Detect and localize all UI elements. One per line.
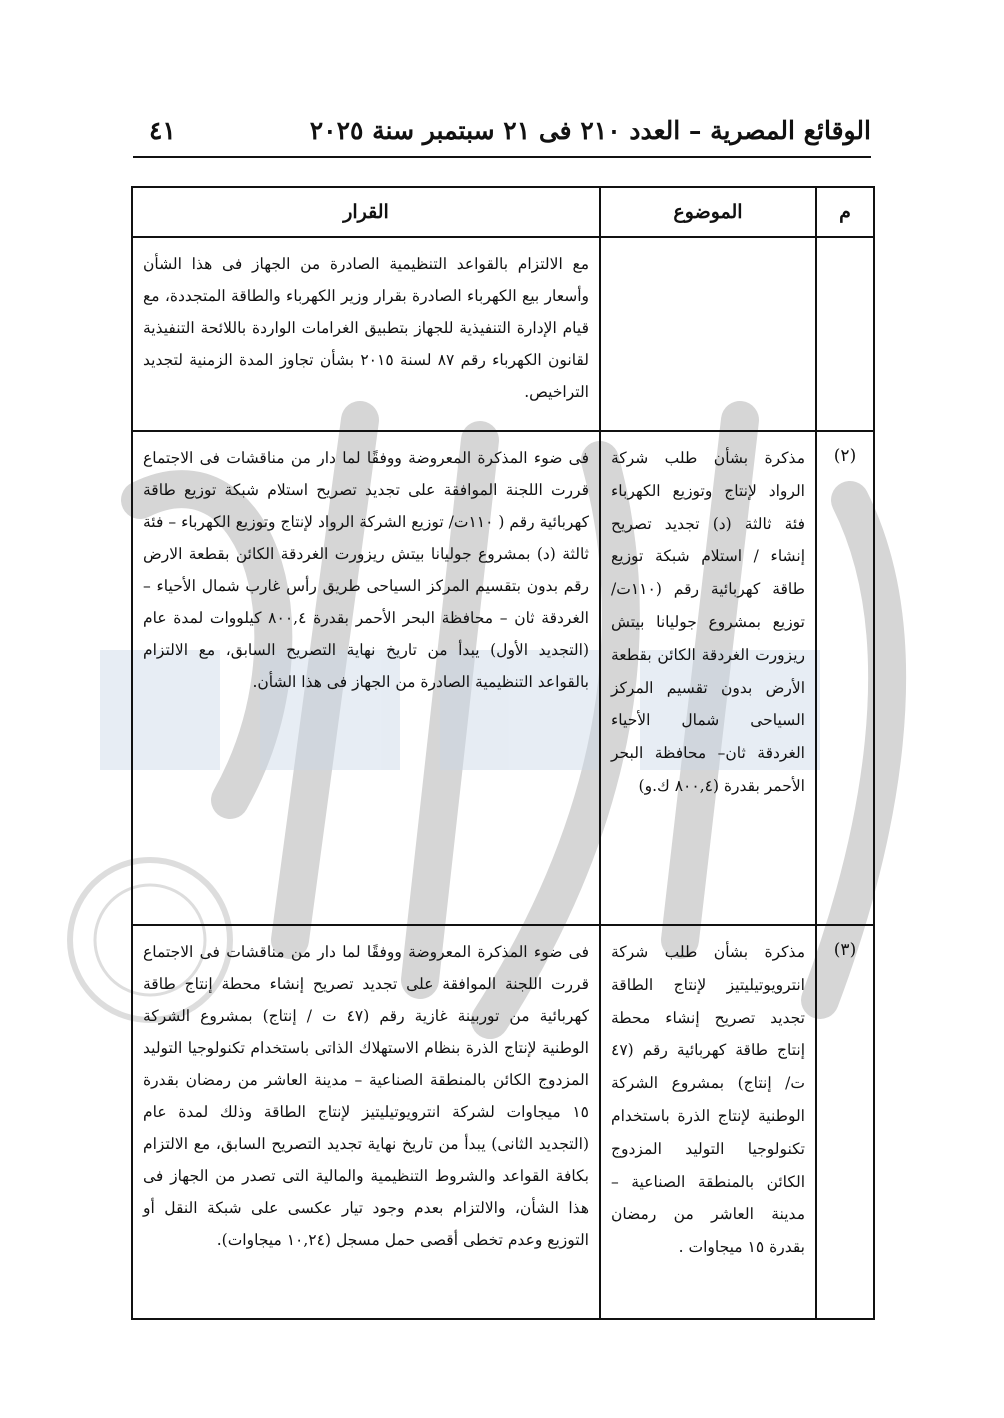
row-number: (٣) bbox=[816, 925, 874, 1319]
table-row bbox=[132, 431, 874, 925]
table-row bbox=[132, 237, 874, 431]
page-number: ٤١ bbox=[149, 116, 176, 145]
row-subject bbox=[600, 237, 816, 431]
page-header bbox=[133, 112, 871, 156]
column-header-subject: الموضوع bbox=[600, 187, 816, 237]
publication-title: الوقائع المصرية – العدد ٢١٠ فى ٢١ سبتمبر سنة ٢٠٢٥ bbox=[309, 116, 871, 145]
row-decision: مع الالتزام بالقواعد التنظيمية الصادرة من الجهاز فى هذا الشأن وأسعار بيع الكهرباء الصادرة بقرار وزير الكهرباء والطاقة المتجددة، مع قيام الإدارة التنفيذية للجهاز بتطبيق الغرامات الواردة باللائحة التنفيذية لقانون الكهرباء رقم ٨٧ لسنة ٢٠١٥ بشأن تجاوز المدة الزمنية لتجديد التراخيص. bbox=[132, 237, 600, 431]
row-decision: فى ضوء المذكرة المعروضة ووفقًا لما دار من مناقشات فى الاجتماع قررت اللجنة الموافقة على تجديد تصريح استلام شبكة توزيع طاقة كهربائية رقم ( ١١٠ت/ توزيع الشركة الرواد لإنتاج وتوزيع الكهرباء – فئة ثالثة (د) بمشروع جوليانا بيتش ريزورت الغردقة الكائن بقطعة الارض رقم بدون بتقسيم المركز السياحى طريق رأس غارب شمال الأحياء – الغردقة ثان – محافظة البحر الأحمر بقدرة ٨٠٠,٤ كيلووات لمدة عام (التجديد الأول) يبدأ من تاريخ نهاية التصريح السابق، مع الالتزام بالقواعد التنظيمية الصادرة من الجهاز فى هذا الشأن. bbox=[132, 431, 600, 925]
row-number: (٢) bbox=[816, 431, 874, 925]
header-divider bbox=[133, 156, 871, 158]
row-subject: مذكرة بشأن طلب شركة انترويوتيليتيز لإنتاج الطاقة تجديد تصريح إنشاء محطة إنتاج طاقة كهربائية رقم (٤٧ ت/ إنتاج) بمشروع الشركة الوطنية لإنتاج الذرة باستخدام تكنولوجيا التوليد المزدوج الكائن بالمنطقة الصناعية – مدينة العاشر من رمضان بقدرة ١٥ ميجاوات . bbox=[600, 925, 816, 1319]
row-subject: مذكرة بشأن طلب شركة الرواد لإنتاج وتوزيع الكهرباء فئة ثالثة (د) تجديد تصريح إنشاء / استلام شبكة توزيع طاقة كهربائية رقم (١١٠ت/ توزيع بمشروع جوليانا بيتش ريزورت الغردقة الكائن بقطعة الأرض بدون تقسيم المركز السياحى شمال الأحياء الغردقة ثان– محافظة البحر الأحمر بقدرة (٨٠٠,٤ ك.و) bbox=[600, 431, 816, 925]
column-header-decision: القرار bbox=[132, 187, 600, 237]
column-header-number: م bbox=[816, 187, 874, 237]
row-decision: فى ضوء المذكرة المعروضة ووفقًا لما دار من مناقشات فى الاجتماع قررت اللجنة الموافقة على تجديد تصريح إنشاء محطة إنتاج طاقة كهربائية من توربينة غازية رقم (٤٧ ت / إنتاج) بمشروع الشركة الوطنية لإنتاج الذرة بنظام الاستهلاك الذاتى باستخدام تكنولوجيا التوليد المزدوج الكائن بالمنطقة الصناعية – مدينة العاشر من رمضان بقدرة ١٥ ميجاوات لشركة انترويوتيليتيز لإنتاج الطاقة وذلك لمدة عام (التجديد الثانى) يبدأ من تاريخ نهاية تجديد التصريح السابق، مع الالتزام بكافة القواعد والشروط التنظيمية والمالية التى تصدر من الجهاز فى هذا الشأن، والالتزام بعدم وجود تيار عكسى على شبكة النقل أو التوزيع وعدم تخطى أقصى حمل مسجل (١٠,٢٤ ميجاوات). bbox=[132, 925, 600, 1319]
table-row bbox=[132, 925, 874, 1319]
row-number bbox=[816, 237, 874, 431]
table-header-row bbox=[132, 187, 874, 237]
decisions-table bbox=[131, 186, 875, 1320]
